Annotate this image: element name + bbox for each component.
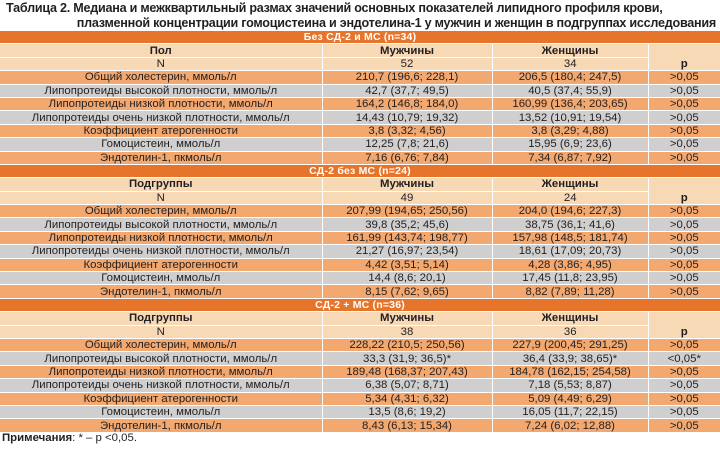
row-men-value: 189,48 (168,37; 207,43) [322,365,492,378]
row-women-value: 160,99 (136,4; 203,65) [492,97,648,110]
row-women-value: 38,75 (36,1; 41,6) [492,218,648,231]
row-p-value: <0,05* [648,352,720,365]
header-p: p [648,44,720,71]
row-p-value: >0,05 [648,365,720,378]
row-p-value: >0,05 [648,218,720,231]
row-women-value: 206,5 (180,4; 247,5) [492,71,648,84]
row-men-value: 14,4 (8,6; 20,1) [322,272,492,285]
header-women: Женщины [492,312,648,325]
header-row [0,178,720,191]
table-row [0,392,720,405]
header-women: Женщины [492,178,648,191]
row-label: Липопротеиды высокой плотности, ммоль/л [0,352,322,365]
n-men: 49 [322,191,492,204]
n-women: 24 [492,191,648,204]
row-label: Липопротеиды очень низкой плотности, ммоль/л [0,111,322,124]
row-men-value: 42,7 (37,7; 49,5) [322,84,492,97]
table-row [0,258,720,271]
row-men-value: 3,8 (3,32; 4,56) [322,124,492,137]
header-row [0,44,720,57]
row-men-value: 4,42 (3,51; 5,14) [322,258,492,271]
row-p-value: >0,05 [648,231,720,244]
row-label: Липопротеиды высокой плотности, ммоль/л [0,218,322,231]
row-men-value: 228,22 (210,5; 250,56) [322,338,492,351]
row-men-value: 14,43 (10,79; 19,32) [322,111,492,124]
table-row [0,111,720,124]
section-title: Без СД-2 и МС (n=34) [0,31,720,44]
table-row [0,218,720,231]
row-p-value: >0,05 [648,84,720,97]
row-women-value: 184,78 (162,15; 254,58) [492,365,648,378]
row-p-value: >0,05 [648,419,720,432]
row-label: Липопротеиды низкой плотности, ммоль/л [0,231,322,244]
row-label: Гомоцистеин, ммоль/л [0,272,322,285]
row-label: Липопротеиды низкой плотности, ммоль/л [0,365,322,378]
table-row [0,97,720,110]
row-men-value: 13,5 (8,6; 19,2) [322,405,492,418]
n-row [0,57,720,70]
row-p-value: >0,05 [648,285,720,298]
caption-line-2: плазменной концентрации гомоцистеина и эндотелина-1 у мужчин и женщин в подгруппах исследования [76,16,716,30]
row-label: Липопротеиды очень низкой плотности, ммоль/л [0,379,322,392]
row-men-value: 6,38 (5,07; 8,71) [322,379,492,392]
row-label: Эндотелин-1, пкмоль/л [0,419,322,432]
row-women-value: 204,0 (194,6; 227,3) [492,205,648,218]
table-row [0,231,720,244]
header-men: Мужчины [322,312,492,325]
header-p: p [648,312,720,339]
row-p-value: >0,05 [648,124,720,137]
section-title: СД-2 без МС (n=24) [0,164,720,177]
row-p-value: >0,05 [648,392,720,405]
table-row [0,245,720,258]
row-women-value: 13,52 (10,91; 19,54) [492,111,648,124]
table-row [0,405,720,418]
caption-line-1: Таблица 2. Медиана и межквартильный размах значений основных показателей липидного профиля крови, [6,1,663,15]
row-label: Коэффициент атерогенности [0,124,322,137]
table-row [0,338,720,351]
section-title-row [0,31,720,44]
header-women: Женщины [492,44,648,57]
n-men: 52 [322,57,492,70]
table-row [0,379,720,392]
table-row [0,285,720,298]
row-men-value: 12,25 (7,8; 21,6) [322,138,492,151]
row-p-value: >0,05 [648,71,720,84]
table-row [0,352,720,365]
row-women-value: 7,34 (6,87; 7,92) [492,151,648,164]
row-p-value: >0,05 [648,111,720,124]
row-women-value: 18,61 (17,09; 20,73) [492,245,648,258]
row-women-value: 17,45 (11,8; 23,95) [492,272,648,285]
row-label: Общий холестерин, ммоль/л [0,338,322,351]
table-caption [6,1,718,31]
row-women-value: 7,24 (6,02; 12,88) [492,419,648,432]
section-title-row [0,298,720,311]
table-row [0,365,720,378]
row-p-value: >0,05 [648,258,720,271]
row-women-value: 157,98 (148,5; 181,74) [492,231,648,244]
table-row [0,272,720,285]
header-row [0,312,720,325]
row-men-value: 161,99 (143,74; 198,77) [322,231,492,244]
row-p-value: >0,05 [648,151,720,164]
table-row [0,71,720,84]
header-label: Подгруппы [0,178,322,191]
row-p-value: >0,05 [648,338,720,351]
row-p-value: >0,05 [648,405,720,418]
row-p-value: >0,05 [648,205,720,218]
row-women-value: 36,4 (33,9; 38,65)* [492,352,648,365]
header-men: Мужчины [322,44,492,57]
row-women-value: 40,5 (37,4; 55,9) [492,84,648,97]
header-p: p [648,178,720,205]
row-label: Общий холестерин, ммоль/л [0,205,322,218]
header-men: Мужчины [322,178,492,191]
row-men-value: 33,3 (31,9; 36,5)* [322,352,492,365]
row-men-value: 8,43 (6,13; 15,34) [322,419,492,432]
row-label: Коэффициент атерогенности [0,258,322,271]
row-men-value: 5,34 (4,31; 6,32) [322,392,492,405]
footnote-text: : * – p <0,05. [72,432,138,444]
row-p-value: >0,05 [648,272,720,285]
row-men-value: 7,16 (6,76; 7,84) [322,151,492,164]
table-row [0,138,720,151]
row-men-value: 8,15 (7,62; 9,65) [322,285,492,298]
row-women-value: 16,05 (11,7; 22,15) [492,405,648,418]
row-men-value: 164,2 (146,8; 184,0) [322,97,492,110]
row-men-value: 210,7 (196,6; 228,1) [322,71,492,84]
table-row [0,84,720,97]
row-p-value: >0,05 [648,97,720,110]
row-label: Общий холестерин, ммоль/л [0,71,322,84]
table-row [0,419,720,432]
row-women-value: 5,09 (4,49; 6,29) [492,392,648,405]
n-label: N [0,57,322,70]
header-label: Пол [0,44,322,57]
row-label: Эндотелин-1, пкмоль/л [0,151,322,164]
footnote [2,432,137,444]
row-label: Липопротеиды низкой плотности, ммоль/л [0,97,322,110]
n-women: 36 [492,325,648,338]
row-label: Липопротеиды очень низкой плотности, ммоль/л [0,245,322,258]
row-men-value: 207,99 (194,65; 250,56) [322,205,492,218]
row-women-value: 8,82 (7,89; 11,28) [492,285,648,298]
n-row [0,191,720,204]
n-label: N [0,325,322,338]
row-label: Гомоцистеин, ммоль/л [0,138,322,151]
row-women-value: 3,8 (3,29; 4,88) [492,124,648,137]
n-label: N [0,191,322,204]
row-p-value: >0,05 [648,379,720,392]
table-row [0,124,720,137]
table-row [0,205,720,218]
row-label: Липопротеиды высокой плотности, ммоль/л [0,84,322,97]
row-p-value: >0,05 [648,245,720,258]
row-label: Эндотелин-1, пкмоль/л [0,285,322,298]
row-label: Гомоцистеин, ммоль/л [0,405,322,418]
data-table [0,31,720,433]
footnote-label: Примечания [2,432,73,444]
table-row [0,151,720,164]
row-women-value: 227,9 (200,45; 291,25) [492,338,648,351]
n-women: 34 [492,57,648,70]
section-title-row [0,164,720,177]
n-men: 38 [322,325,492,338]
row-label: Коэффициент атерогенности [0,392,322,405]
section-title: СД-2 + МС (n=36) [0,298,720,311]
row-women-value: 4,28 (3,86; 4,95) [492,258,648,271]
row-men-value: 21,27 (16,97; 23,54) [322,245,492,258]
row-men-value: 39,8 (35,2; 45,6) [322,218,492,231]
row-women-value: 15,95 (6,9; 23,6) [492,138,648,151]
header-label: Подгруппы [0,312,322,325]
row-p-value: >0,05 [648,138,720,151]
row-women-value: 7,18 (5,53; 8,87) [492,379,648,392]
n-row [0,325,720,338]
